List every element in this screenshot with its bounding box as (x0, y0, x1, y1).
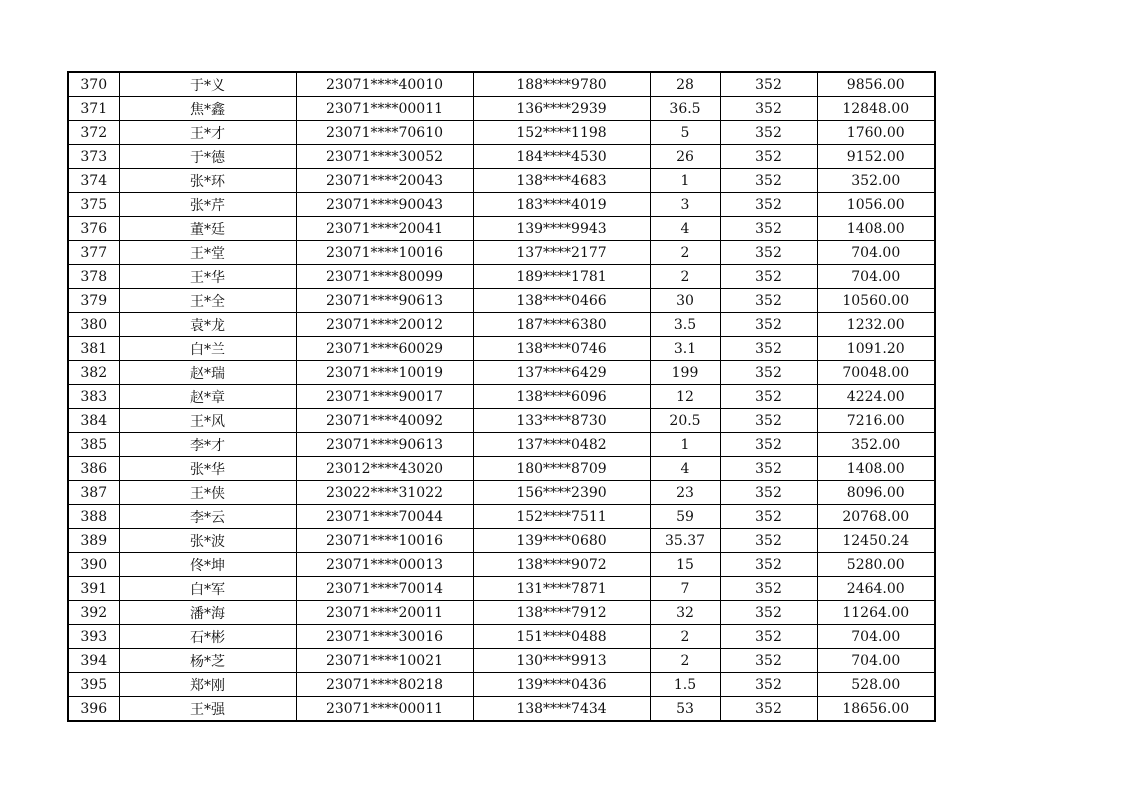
id-number-cell: 23071****10016 (296, 241, 473, 265)
unit-price-cell: 352 (720, 217, 817, 241)
unit-price-cell: 352 (720, 145, 817, 169)
row-number-cell: 391 (68, 577, 119, 601)
unit-price-cell: 352 (720, 529, 817, 553)
unit-price-cell: 352 (720, 121, 817, 145)
quantity-cell: 30 (650, 289, 720, 313)
row-number-cell: 386 (68, 457, 119, 481)
name-cell: 袁*龙 (119, 313, 296, 337)
table-row (68, 481, 935, 505)
quantity-cell: 28 (650, 72, 720, 97)
phone-cell: 139****9943 (473, 217, 650, 241)
unit-price-cell: 352 (720, 433, 817, 457)
phone-cell: 138****7912 (473, 601, 650, 625)
phone-cell: 188****9780 (473, 72, 650, 97)
id-number-cell: 23071****20012 (296, 313, 473, 337)
quantity-cell: 59 (650, 505, 720, 529)
id-number-cell: 23071****30016 (296, 625, 473, 649)
quantity-cell: 23 (650, 481, 720, 505)
amount-cell: 1056.00 (817, 193, 935, 217)
id-number-cell: 23071****90043 (296, 193, 473, 217)
unit-price-cell: 352 (720, 337, 817, 361)
quantity-cell: 7 (650, 577, 720, 601)
unit-price-cell: 352 (720, 193, 817, 217)
quantity-cell: 20.5 (650, 409, 720, 433)
name-cell: 张*芹 (119, 193, 296, 217)
table-row (68, 409, 935, 433)
row-number-cell: 396 (68, 697, 119, 722)
table-row (68, 241, 935, 265)
row-number-cell: 379 (68, 289, 119, 313)
phone-cell: 139****0436 (473, 673, 650, 697)
row-number-cell: 377 (68, 241, 119, 265)
table-row (68, 601, 935, 625)
name-cell: 郑*刚 (119, 673, 296, 697)
table-row (68, 97, 935, 121)
phone-cell: 138****7434 (473, 697, 650, 722)
table-row (68, 121, 935, 145)
unit-price-cell: 352 (720, 289, 817, 313)
id-number-cell: 23071****00011 (296, 697, 473, 722)
row-number-cell: 387 (68, 481, 119, 505)
id-number-cell: 23071****90613 (296, 289, 473, 313)
phone-cell: 152****7511 (473, 505, 650, 529)
phone-cell: 187****6380 (473, 313, 650, 337)
quantity-cell: 2 (650, 241, 720, 265)
amount-cell: 352.00 (817, 169, 935, 193)
row-number-cell: 372 (68, 121, 119, 145)
table-row (68, 505, 935, 529)
name-cell: 李*云 (119, 505, 296, 529)
table-row (68, 217, 935, 241)
phone-cell: 137****2177 (473, 241, 650, 265)
id-number-cell: 23071****70610 (296, 121, 473, 145)
quantity-cell: 5 (650, 121, 720, 145)
amount-cell: 5280.00 (817, 553, 935, 577)
unit-price-cell: 352 (720, 313, 817, 337)
row-number-cell: 382 (68, 361, 119, 385)
id-number-cell: 23071****00013 (296, 553, 473, 577)
unit-price-cell: 352 (720, 169, 817, 193)
amount-cell: 12450.24 (817, 529, 935, 553)
amount-cell: 1408.00 (817, 217, 935, 241)
amount-cell: 528.00 (817, 673, 935, 697)
amount-cell: 70048.00 (817, 361, 935, 385)
unit-price-cell: 352 (720, 649, 817, 673)
phone-cell: 156****2390 (473, 481, 650, 505)
unit-price-cell: 352 (720, 505, 817, 529)
unit-price-cell: 352 (720, 457, 817, 481)
unit-price-cell: 352 (720, 72, 817, 97)
records-table-body (68, 72, 935, 721)
id-number-cell: 23071****90017 (296, 385, 473, 409)
unit-price-cell: 352 (720, 577, 817, 601)
row-number-cell: 385 (68, 433, 119, 457)
unit-price-cell: 352 (720, 601, 817, 625)
name-cell: 王*侠 (119, 481, 296, 505)
id-number-cell: 23071****90613 (296, 433, 473, 457)
name-cell: 石*彬 (119, 625, 296, 649)
quantity-cell: 4 (650, 457, 720, 481)
table-row (68, 289, 935, 313)
quantity-cell: 35.37 (650, 529, 720, 553)
amount-cell: 9152.00 (817, 145, 935, 169)
row-number-cell: 380 (68, 313, 119, 337)
row-number-cell: 374 (68, 169, 119, 193)
amount-cell: 12848.00 (817, 97, 935, 121)
id-number-cell: 23071****10019 (296, 361, 473, 385)
id-number-cell: 23071****30052 (296, 145, 473, 169)
phone-cell: 138****4683 (473, 169, 650, 193)
name-cell: 张*华 (119, 457, 296, 481)
id-number-cell: 23012****43020 (296, 457, 473, 481)
name-cell: 王*风 (119, 409, 296, 433)
phone-cell: 189****1781 (473, 265, 650, 289)
phone-cell: 183****4019 (473, 193, 650, 217)
unit-price-cell: 352 (720, 625, 817, 649)
name-cell: 王*全 (119, 289, 296, 313)
name-cell: 佟*坤 (119, 553, 296, 577)
quantity-cell: 53 (650, 697, 720, 722)
unit-price-cell: 352 (720, 673, 817, 697)
unit-price-cell: 352 (720, 697, 817, 722)
table-row (68, 433, 935, 457)
id-number-cell: 23071****20011 (296, 601, 473, 625)
name-cell: 张*环 (119, 169, 296, 193)
row-number-cell: 371 (68, 97, 119, 121)
row-number-cell: 384 (68, 409, 119, 433)
amount-cell: 704.00 (817, 265, 935, 289)
row-number-cell: 373 (68, 145, 119, 169)
amount-cell: 1232.00 (817, 313, 935, 337)
name-cell: 白*兰 (119, 337, 296, 361)
phone-cell: 180****8709 (473, 457, 650, 481)
id-number-cell: 23071****40010 (296, 72, 473, 97)
quantity-cell: 199 (650, 361, 720, 385)
name-cell: 赵*章 (119, 385, 296, 409)
quantity-cell: 2 (650, 649, 720, 673)
unit-price-cell: 352 (720, 481, 817, 505)
table-row (68, 265, 935, 289)
phone-cell: 130****9913 (473, 649, 650, 673)
row-number-cell: 392 (68, 601, 119, 625)
data-sheet (67, 71, 936, 722)
amount-cell: 20768.00 (817, 505, 935, 529)
quantity-cell: 26 (650, 145, 720, 169)
table-row (68, 697, 935, 722)
unit-price-cell: 352 (720, 361, 817, 385)
table-row (68, 529, 935, 553)
row-number-cell: 383 (68, 385, 119, 409)
name-cell: 赵*瑞 (119, 361, 296, 385)
id-number-cell: 23071****10016 (296, 529, 473, 553)
table-row (68, 625, 935, 649)
id-number-cell: 23071****60029 (296, 337, 473, 361)
name-cell: 王*堂 (119, 241, 296, 265)
id-number-cell: 23071****80099 (296, 265, 473, 289)
unit-price-cell: 352 (720, 97, 817, 121)
table-row (68, 145, 935, 169)
phone-cell: 138****0466 (473, 289, 650, 313)
amount-cell: 8096.00 (817, 481, 935, 505)
quantity-cell: 15 (650, 553, 720, 577)
name-cell: 焦*鑫 (119, 97, 296, 121)
quantity-cell: 32 (650, 601, 720, 625)
phone-cell: 136****2939 (473, 97, 650, 121)
phone-cell: 131****7871 (473, 577, 650, 601)
name-cell: 王*强 (119, 697, 296, 722)
id-number-cell: 23071****20041 (296, 217, 473, 241)
amount-cell: 704.00 (817, 241, 935, 265)
phone-cell: 133****8730 (473, 409, 650, 433)
quantity-cell: 2 (650, 265, 720, 289)
quantity-cell: 3.1 (650, 337, 720, 361)
phone-cell: 184****4530 (473, 145, 650, 169)
unit-price-cell: 352 (720, 553, 817, 577)
amount-cell: 18656.00 (817, 697, 935, 722)
name-cell: 于*德 (119, 145, 296, 169)
quantity-cell: 4 (650, 217, 720, 241)
amount-cell: 352.00 (817, 433, 935, 457)
table-row (68, 361, 935, 385)
row-number-cell: 388 (68, 505, 119, 529)
quantity-cell: 2 (650, 625, 720, 649)
table-row (68, 457, 935, 481)
amount-cell: 1408.00 (817, 457, 935, 481)
unit-price-cell: 352 (720, 385, 817, 409)
phone-cell: 139****0680 (473, 529, 650, 553)
row-number-cell: 381 (68, 337, 119, 361)
name-cell: 王*华 (119, 265, 296, 289)
amount-cell: 704.00 (817, 625, 935, 649)
phone-cell: 152****1198 (473, 121, 650, 145)
phone-cell: 137****6429 (473, 361, 650, 385)
phone-cell: 151****0488 (473, 625, 650, 649)
row-number-cell: 376 (68, 217, 119, 241)
id-number-cell: 23071****10021 (296, 649, 473, 673)
table-row (68, 673, 935, 697)
row-number-cell: 395 (68, 673, 119, 697)
amount-cell: 10560.00 (817, 289, 935, 313)
records-table (67, 71, 936, 722)
quantity-cell: 3 (650, 193, 720, 217)
unit-price-cell: 352 (720, 265, 817, 289)
quantity-cell: 1 (650, 169, 720, 193)
id-number-cell: 23071****80218 (296, 673, 473, 697)
name-cell: 于*义 (119, 72, 296, 97)
row-number-cell: 378 (68, 265, 119, 289)
table-row (68, 385, 935, 409)
id-number-cell: 23071****40092 (296, 409, 473, 433)
row-number-cell: 390 (68, 553, 119, 577)
name-cell: 李*才 (119, 433, 296, 457)
id-number-cell: 23071****70014 (296, 577, 473, 601)
table-row (68, 553, 935, 577)
row-number-cell: 389 (68, 529, 119, 553)
amount-cell: 4224.00 (817, 385, 935, 409)
quantity-cell: 12 (650, 385, 720, 409)
name-cell: 白*军 (119, 577, 296, 601)
table-row (68, 649, 935, 673)
row-number-cell: 393 (68, 625, 119, 649)
id-number-cell: 23071****20043 (296, 169, 473, 193)
table-row (68, 72, 935, 97)
phone-cell: 137****0482 (473, 433, 650, 457)
name-cell: 王*才 (119, 121, 296, 145)
name-cell: 杨*芝 (119, 649, 296, 673)
row-number-cell: 375 (68, 193, 119, 217)
quantity-cell: 1 (650, 433, 720, 457)
table-row (68, 337, 935, 361)
table-row (68, 313, 935, 337)
table-row (68, 193, 935, 217)
quantity-cell: 3.5 (650, 313, 720, 337)
id-number-cell: 23022****31022 (296, 481, 473, 505)
name-cell: 董*廷 (119, 217, 296, 241)
table-row (68, 577, 935, 601)
name-cell: 潘*海 (119, 601, 296, 625)
table-row (68, 169, 935, 193)
amount-cell: 1091.20 (817, 337, 935, 361)
amount-cell: 9856.00 (817, 72, 935, 97)
amount-cell: 11264.00 (817, 601, 935, 625)
id-number-cell: 23071****70044 (296, 505, 473, 529)
phone-cell: 138****0746 (473, 337, 650, 361)
amount-cell: 2464.00 (817, 577, 935, 601)
phone-cell: 138****9072 (473, 553, 650, 577)
quantity-cell: 36.5 (650, 97, 720, 121)
phone-cell: 138****6096 (473, 385, 650, 409)
unit-price-cell: 352 (720, 409, 817, 433)
unit-price-cell: 352 (720, 241, 817, 265)
amount-cell: 1760.00 (817, 121, 935, 145)
amount-cell: 7216.00 (817, 409, 935, 433)
id-number-cell: 23071****00011 (296, 97, 473, 121)
row-number-cell: 370 (68, 72, 119, 97)
name-cell: 张*波 (119, 529, 296, 553)
row-number-cell: 394 (68, 649, 119, 673)
quantity-cell: 1.5 (650, 673, 720, 697)
amount-cell: 704.00 (817, 649, 935, 673)
